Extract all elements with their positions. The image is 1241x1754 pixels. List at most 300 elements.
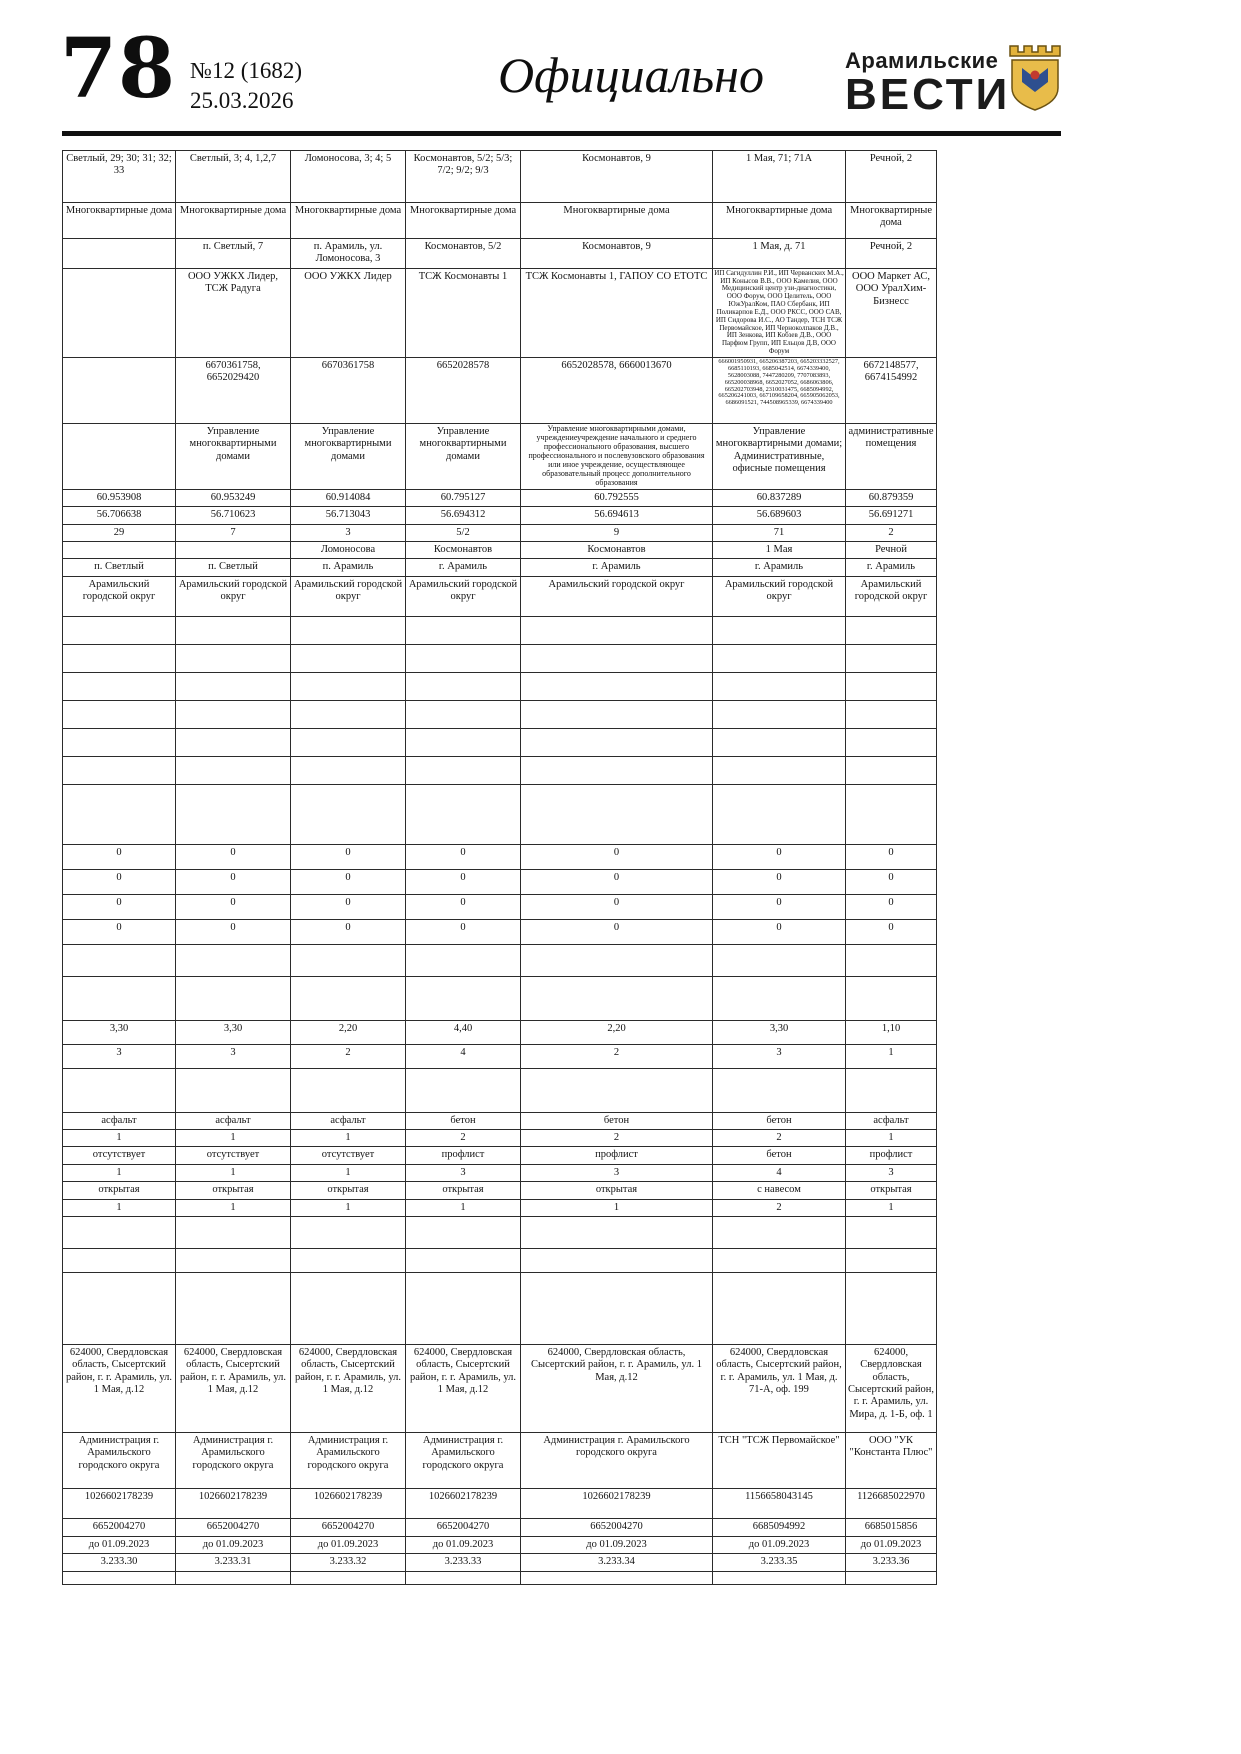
table-cell: 60.837289 [713, 489, 846, 506]
table-cell: ТСЖ Космонавты 1, ГАПОУ СО ЕТОТС [521, 268, 713, 357]
table-cell: отсутствует [63, 1147, 176, 1164]
table-cell [521, 944, 713, 976]
table-row [63, 869, 937, 894]
table-cell: 624000, Свердловская область, Сысертский район, г. г. Арамиль, ул. 1 Мая, д.12 [291, 1344, 406, 1432]
table-cell: асфальт [291, 1112, 406, 1129]
table-cell [176, 644, 291, 672]
table-cell [846, 756, 937, 784]
table-cell: 624000, Свердловская область, Сысертский район, г. г. Арамиль, ул. 1 Мая, д.12 [176, 1344, 291, 1432]
table-cell [63, 1068, 176, 1112]
table-cell: Ломоносова [291, 541, 406, 558]
table-cell: с навесом [713, 1182, 846, 1199]
table-cell: Управление многоквартирными домами; Административные, офисные помещения [713, 423, 846, 489]
table-cell: 6652028578, 6660013670 [521, 357, 713, 423]
table-cell: 0 [406, 844, 521, 869]
table-row [63, 976, 937, 1020]
table-cell: п. Светлый, 7 [176, 239, 291, 269]
table-row [63, 944, 937, 976]
table-cell [63, 672, 176, 700]
table-cell: 6652004270 [406, 1518, 521, 1536]
table-row [63, 489, 937, 506]
table-cell: открытая [521, 1182, 713, 1199]
table-cell: 0 [291, 919, 406, 944]
table-row [63, 507, 937, 524]
table-row [63, 844, 937, 869]
table-cell [521, 728, 713, 756]
table-cell: 2 [291, 1044, 406, 1068]
table-cell: 0 [521, 894, 713, 919]
table-cell: 1026602178239 [406, 1488, 521, 1518]
table-cell: 7 [176, 524, 291, 541]
table-cell [63, 756, 176, 784]
table-row [63, 1216, 937, 1248]
table-cell [291, 1216, 406, 1248]
table-cell: бетон [406, 1112, 521, 1129]
table-cell: 6685015856 [846, 1518, 937, 1536]
table-cell: отсутствует [291, 1147, 406, 1164]
table-cell: 0 [713, 894, 846, 919]
table-row [63, 239, 937, 269]
table-cell: 0 [63, 869, 176, 894]
table-cell: 1 [291, 1130, 406, 1147]
table-cell: 1026602178239 [63, 1488, 176, 1518]
table-cell: Арамильский городской округ [521, 576, 713, 616]
table-cell [521, 1216, 713, 1248]
table-cell [521, 672, 713, 700]
table-cell: 3.233.31 [176, 1554, 291, 1571]
table-cell: открытая [176, 1182, 291, 1199]
table-cell: 6670361758, 6652029420 [176, 357, 291, 423]
table-cell [291, 1272, 406, 1344]
table-cell: 1 [521, 1199, 713, 1216]
table-cell: 29 [63, 524, 176, 541]
table-cell: 6652028578 [406, 357, 521, 423]
table-row [63, 1272, 937, 1344]
table-cell: 0 [63, 894, 176, 919]
table-cell [521, 616, 713, 644]
table-cell [63, 423, 176, 489]
table-cell [176, 672, 291, 700]
table-cell [846, 1571, 937, 1584]
table-cell [846, 672, 937, 700]
table-cell: 3,30 [176, 1020, 291, 1044]
table-cell [406, 616, 521, 644]
table-cell: бетон [521, 1112, 713, 1129]
table-cell [291, 700, 406, 728]
table-cell [713, 756, 846, 784]
table-cell: 3 [713, 1044, 846, 1068]
table-cell: 1 Мая [713, 541, 846, 558]
table-cell: 0 [176, 894, 291, 919]
registry-table-body [63, 151, 937, 1585]
table-cell [406, 700, 521, 728]
table-cell [176, 700, 291, 728]
table-cell: Космонавтов, 5/2; 5/3; 7/2; 9/2; 9/3 [406, 151, 521, 203]
table-cell: 1 [291, 1199, 406, 1216]
table-cell: 56.713043 [291, 507, 406, 524]
table-cell: ООО УЖКХ Лидер [291, 268, 406, 357]
table-cell: открытая [291, 1182, 406, 1199]
table-cell [176, 1272, 291, 1344]
table-cell: 6652004270 [521, 1518, 713, 1536]
table-cell: Арамильский городской округ [63, 576, 176, 616]
table-cell: 0 [176, 844, 291, 869]
table-row [63, 524, 937, 541]
table-cell: Арамильский городской округ [406, 576, 521, 616]
table-row [63, 151, 937, 203]
table-cell: 56.691271 [846, 507, 937, 524]
table-cell [63, 1272, 176, 1344]
table-row [63, 672, 937, 700]
table-cell [406, 1571, 521, 1584]
table-cell [176, 1248, 291, 1272]
table-cell: 0 [846, 919, 937, 944]
table-cell: 60.914084 [291, 489, 406, 506]
table-row [63, 1112, 937, 1129]
table-cell: 1 [176, 1164, 291, 1181]
table-cell: асфальт [176, 1112, 291, 1129]
table-row [63, 1147, 937, 1164]
table-cell: до 01.09.2023 [176, 1536, 291, 1553]
table-cell: 3 [176, 1044, 291, 1068]
table-cell [176, 728, 291, 756]
table-cell [521, 1248, 713, 1272]
table-cell: 3 [63, 1044, 176, 1068]
table-cell: 1 [63, 1199, 176, 1216]
table-cell [846, 1216, 937, 1248]
page-number: 78 [60, 21, 177, 117]
table-cell: 2,20 [521, 1020, 713, 1044]
table-cell [291, 644, 406, 672]
table-cell [63, 944, 176, 976]
table-cell: 6685094992 [713, 1518, 846, 1536]
table-cell [846, 1068, 937, 1112]
table-cell: асфальт [846, 1112, 937, 1129]
table-cell [713, 1248, 846, 1272]
table-row [63, 1488, 937, 1518]
table-cell: 60.795127 [406, 489, 521, 506]
table-row [63, 1344, 937, 1432]
table-cell: 1 [176, 1199, 291, 1216]
table-row [63, 1130, 937, 1147]
table-cell [521, 1272, 713, 1344]
table-cell: ТСН "ТСЖ Первомайское" [713, 1432, 846, 1488]
table-row [63, 1182, 937, 1199]
table-cell: 56.710623 [176, 507, 291, 524]
table-row [63, 541, 937, 558]
table-cell [176, 616, 291, 644]
table-cell: п. Арамиль [291, 559, 406, 576]
table-cell [63, 239, 176, 269]
table-cell [291, 1248, 406, 1272]
table-cell: до 01.09.2023 [291, 1536, 406, 1553]
table-cell: Многоквартирные дома [63, 203, 176, 239]
table-row [63, 1571, 937, 1584]
table-row [63, 756, 937, 784]
table-cell: Управление многоквартирными домами, учреждениеучреждение начального и среднего профессионального образования, высшего профессионального и послевузовского образования или иное учреждение, осуществляющее образовательный процесс дополнительного образования [521, 423, 713, 489]
table-cell: Многоквартирные дома [521, 203, 713, 239]
table-cell: 0 [521, 919, 713, 944]
table-cell: 56.694312 [406, 507, 521, 524]
table-cell: г. Арамиль [521, 559, 713, 576]
table-cell [176, 784, 291, 844]
table-cell: 1 [176, 1130, 291, 1147]
table-cell: 3 [846, 1164, 937, 1181]
table-cell: 3,30 [63, 1020, 176, 1044]
table-cell: 0 [846, 869, 937, 894]
table-cell: отсутствует [176, 1147, 291, 1164]
table-cell [176, 1216, 291, 1248]
table-cell: 6672148577, 6674154992 [846, 357, 937, 423]
table-cell: 0 [406, 894, 521, 919]
table-cell: 6652004270 [63, 1518, 176, 1536]
brand-name-top: Арамильские [845, 48, 999, 73]
table-cell: 4 [406, 1044, 521, 1068]
table-cell: 2 [846, 524, 937, 541]
table-cell [63, 1248, 176, 1272]
table-cell: 2 [406, 1130, 521, 1147]
table-cell: Арамильский городской округ [713, 576, 846, 616]
table-cell: 56.694613 [521, 507, 713, 524]
table-cell [521, 1068, 713, 1112]
table-cell: 1 Мая, 71; 71А [713, 151, 846, 203]
table-cell: г. Арамиль [713, 559, 846, 576]
table-row [63, 784, 937, 844]
table-cell: Арамильский городской округ [846, 576, 937, 616]
table-cell: Многоквартирные дома [291, 203, 406, 239]
table-cell [63, 644, 176, 672]
table-cell: Арамильский городской округ [291, 576, 406, 616]
table-cell [521, 756, 713, 784]
table-cell: 60.792555 [521, 489, 713, 506]
table-cell: до 01.09.2023 [846, 1536, 937, 1553]
table-cell: 1 [846, 1199, 937, 1216]
table-cell [176, 1068, 291, 1112]
table-cell: до 01.09.2023 [406, 1536, 521, 1553]
table-cell [713, 944, 846, 976]
table-cell: 9 [521, 524, 713, 541]
table-cell: 624000, Свердловская область, Сысертский район, г. г. Арамиль, ул. 1 Мая, д.12 [63, 1344, 176, 1432]
table-cell: 1 [63, 1130, 176, 1147]
table-cell [63, 1571, 176, 1584]
table-cell [291, 1068, 406, 1112]
table-cell: профлист [406, 1147, 521, 1164]
table-cell [406, 944, 521, 976]
table-cell: 0 [63, 919, 176, 944]
table-row [63, 576, 937, 616]
table-cell: Управление многоквартирными домами [176, 423, 291, 489]
table-cell: Космонавтов, 9 [521, 239, 713, 269]
table-cell [846, 700, 937, 728]
table-cell: 3 [291, 524, 406, 541]
table-cell [176, 976, 291, 1020]
registry-table [62, 150, 937, 1585]
table-row [63, 559, 937, 576]
table-row [63, 1164, 937, 1181]
table-row [63, 1554, 937, 1571]
table-cell: 0 [846, 844, 937, 869]
table-cell [713, 616, 846, 644]
table-cell [521, 1571, 713, 1584]
table-cell: 624000, Свердловская область, Сысертский район, г. г. Арамиль, ул. 1 Мая, д. 71-А, оф. 199 [713, 1344, 846, 1432]
table-cell [406, 784, 521, 844]
table-row [63, 728, 937, 756]
table-cell: г. Арамиль [406, 559, 521, 576]
table-cell: Администрация г. Арамильского городского округа [176, 1432, 291, 1488]
table-cell [846, 616, 937, 644]
table-cell [406, 1216, 521, 1248]
table-cell [176, 541, 291, 558]
table-cell: Многоквартирные дома [176, 203, 291, 239]
table-cell: 60.953249 [176, 489, 291, 506]
table-row [63, 616, 937, 644]
table-row [63, 357, 937, 423]
table-row [63, 1068, 937, 1112]
table-cell: Управление многоквартирными домами [406, 423, 521, 489]
table-cell: 1,10 [846, 1020, 937, 1044]
table-cell: п. Светлый [176, 559, 291, 576]
coat-of-arms-icon [1008, 42, 1062, 114]
table-cell: 1 [291, 1164, 406, 1181]
table-cell [406, 1248, 521, 1272]
table-cell [713, 976, 846, 1020]
table-cell: 624000, Свердловская область, Сысертский район, г. г. Арамиль, ул. Мира, д. 1-Б, оф. 1 [846, 1344, 937, 1432]
table-row [63, 1020, 937, 1044]
table-cell [521, 700, 713, 728]
table-cell: административные помещения [846, 423, 937, 489]
table-cell: открытая [63, 1182, 176, 1199]
table-cell [521, 976, 713, 1020]
table-cell: 3.233.32 [291, 1554, 406, 1571]
table-cell [846, 976, 937, 1020]
masthead [0, 0, 1241, 150]
table-cell: 0 [713, 919, 846, 944]
table-row [63, 700, 937, 728]
table-cell: 1026602178239 [176, 1488, 291, 1518]
table-cell: 1 [846, 1130, 937, 1147]
table-row [63, 203, 937, 239]
table-cell [63, 728, 176, 756]
table-cell: до 01.09.2023 [521, 1536, 713, 1553]
table-cell: Многоквартирные дома [406, 203, 521, 239]
table-cell: 1026602178239 [291, 1488, 406, 1518]
table-cell: бетон [713, 1112, 846, 1129]
table-row [63, 1248, 937, 1272]
table-cell: 60.879359 [846, 489, 937, 506]
table-cell [291, 616, 406, 644]
table-cell: Светлый, 29; 30; 31; 32; 33 [63, 151, 176, 203]
table-cell [63, 616, 176, 644]
table-cell: 3.233.30 [63, 1554, 176, 1571]
table-row [63, 1432, 937, 1488]
table-cell: асфальт [63, 1112, 176, 1129]
table-cell [846, 644, 937, 672]
table-cell: 56.706638 [63, 507, 176, 524]
table-cell [63, 541, 176, 558]
table-cell [406, 756, 521, 784]
table-cell: Космонавтов, 5/2 [406, 239, 521, 269]
table-cell: 3,30 [713, 1020, 846, 1044]
table-cell [176, 944, 291, 976]
table-cell: 6652004270 [176, 1518, 291, 1536]
table-cell: Космонавтов, 9 [521, 151, 713, 203]
table-cell: 2 [713, 1130, 846, 1147]
table-cell: ООО "УК "Константа Плюс" [846, 1432, 937, 1488]
table-cell [713, 700, 846, 728]
table-cell [846, 944, 937, 976]
table-cell: 0 [713, 844, 846, 869]
table-row [63, 1536, 937, 1553]
table-cell: 1156658043145 [713, 1488, 846, 1518]
table-cell [63, 268, 176, 357]
table-cell [846, 1248, 937, 1272]
table-cell: 0 [63, 844, 176, 869]
table-cell [846, 728, 937, 756]
table-cell [63, 700, 176, 728]
table-cell: 0 [521, 869, 713, 894]
table-cell [846, 784, 937, 844]
table-cell: Администрация г. Арамильского городского округа [291, 1432, 406, 1488]
table-cell [713, 1272, 846, 1344]
table-cell: Администрация г. Арамильского городского округа [63, 1432, 176, 1488]
table-cell [63, 784, 176, 844]
table-cell: 1126685022970 [846, 1488, 937, 1518]
table-cell: г. Арамиль [846, 559, 937, 576]
table-cell [291, 728, 406, 756]
table-cell: Речной [846, 541, 937, 558]
table-cell [713, 784, 846, 844]
issue-block [190, 56, 302, 116]
table-cell [713, 1068, 846, 1112]
table-cell [406, 728, 521, 756]
table-cell [406, 1272, 521, 1344]
table-cell: Многоквартирные дома [713, 203, 846, 239]
table-cell: до 01.09.2023 [713, 1536, 846, 1553]
table-cell: п. Арамиль, ул. Ломоносова, 3 [291, 239, 406, 269]
table-cell: Управление многоквартирными домами [291, 423, 406, 489]
table-cell: профлист [521, 1147, 713, 1164]
table-cell: профлист [846, 1147, 937, 1164]
table-cell: Речной, 2 [846, 151, 937, 203]
table-cell [63, 1216, 176, 1248]
table-cell [846, 1272, 937, 1344]
table-row [63, 1044, 937, 1068]
table-cell [406, 644, 521, 672]
table-cell: 1 [63, 1164, 176, 1181]
brand-logo [845, 48, 1011, 119]
table-cell: Администрация г. Арамильского городского округа [406, 1432, 521, 1488]
table-cell: 2 [713, 1199, 846, 1216]
issue-date: 25.03.2026 [190, 87, 294, 113]
table-cell: ООО УЖКХ Лидер, ТСЖ Радуга [176, 268, 291, 357]
table-cell [713, 672, 846, 700]
brand-name-bottom: ВЕСТИ [845, 70, 1011, 119]
table-cell [291, 1571, 406, 1584]
table-cell: 1026602178239 [521, 1488, 713, 1518]
table-row [63, 1518, 937, 1536]
table-cell: открытая [406, 1182, 521, 1199]
table-cell: 4 [713, 1164, 846, 1181]
table-cell [713, 1216, 846, 1248]
table-cell: 3 [521, 1164, 713, 1181]
table-cell [406, 1068, 521, 1112]
table-row [63, 268, 937, 357]
section-title: Официально [498, 47, 764, 103]
table-row [63, 644, 937, 672]
table-cell: 6652004270 [291, 1518, 406, 1536]
table-cell: 56.689603 [713, 507, 846, 524]
table-cell: 0 [406, 919, 521, 944]
